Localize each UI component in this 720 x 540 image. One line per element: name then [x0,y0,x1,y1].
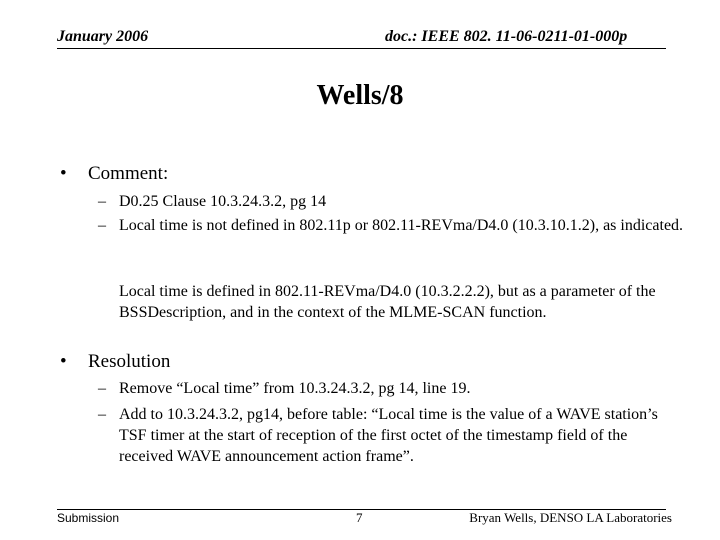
slide-title: Wells/8 [316,80,404,111]
header-date: January 2006 [57,28,149,45]
resolution-item-text: Remove “Local time” from 10.3.24.3.2, pg 14, line 19. [119,380,471,397]
header-doc-id: doc.: IEEE 802. 11-06-0211-01-000p [385,28,628,45]
footer-submission: Submission [57,511,120,525]
resolution-item-text: Add to 10.3.24.3.2, pg14, before table: “Local time is the value of a WAVE station’s TSF timer at the start of reception of the first octet of the timestamp field of the received WAVE announcement action frame”. [119,406,658,465]
resolution-label: Resolution [88,351,171,372]
comment-item-text: Local time is not defined in 802.11p or 802.11-REVma/D4.0 (10.3.10.1.2), as indicated. [119,217,684,234]
footer-author: Bryan Wells, DENSO LA Laboratories [469,510,672,525]
footer-page-number: 7 [356,510,363,525]
dash-mark: – [98,380,106,397]
dash-mark: – [98,406,106,423]
bullet-mark: • [60,163,67,184]
header-rule [57,48,666,49]
dash-mark: – [98,193,106,210]
bullet-mark: • [60,351,67,372]
comment-item-text: D0.25 Clause 10.3.24.3.2, pg 14 [119,193,327,210]
dash-mark: – [98,217,106,234]
comment-note: Local time is defined in 802.11-REVma/D4.0 (10.3.2.2.2), but as a parameter of the BSSDescription, and in the context of the MLME-SCAN function. [119,283,656,321]
comment-label: Comment: [88,163,169,184]
